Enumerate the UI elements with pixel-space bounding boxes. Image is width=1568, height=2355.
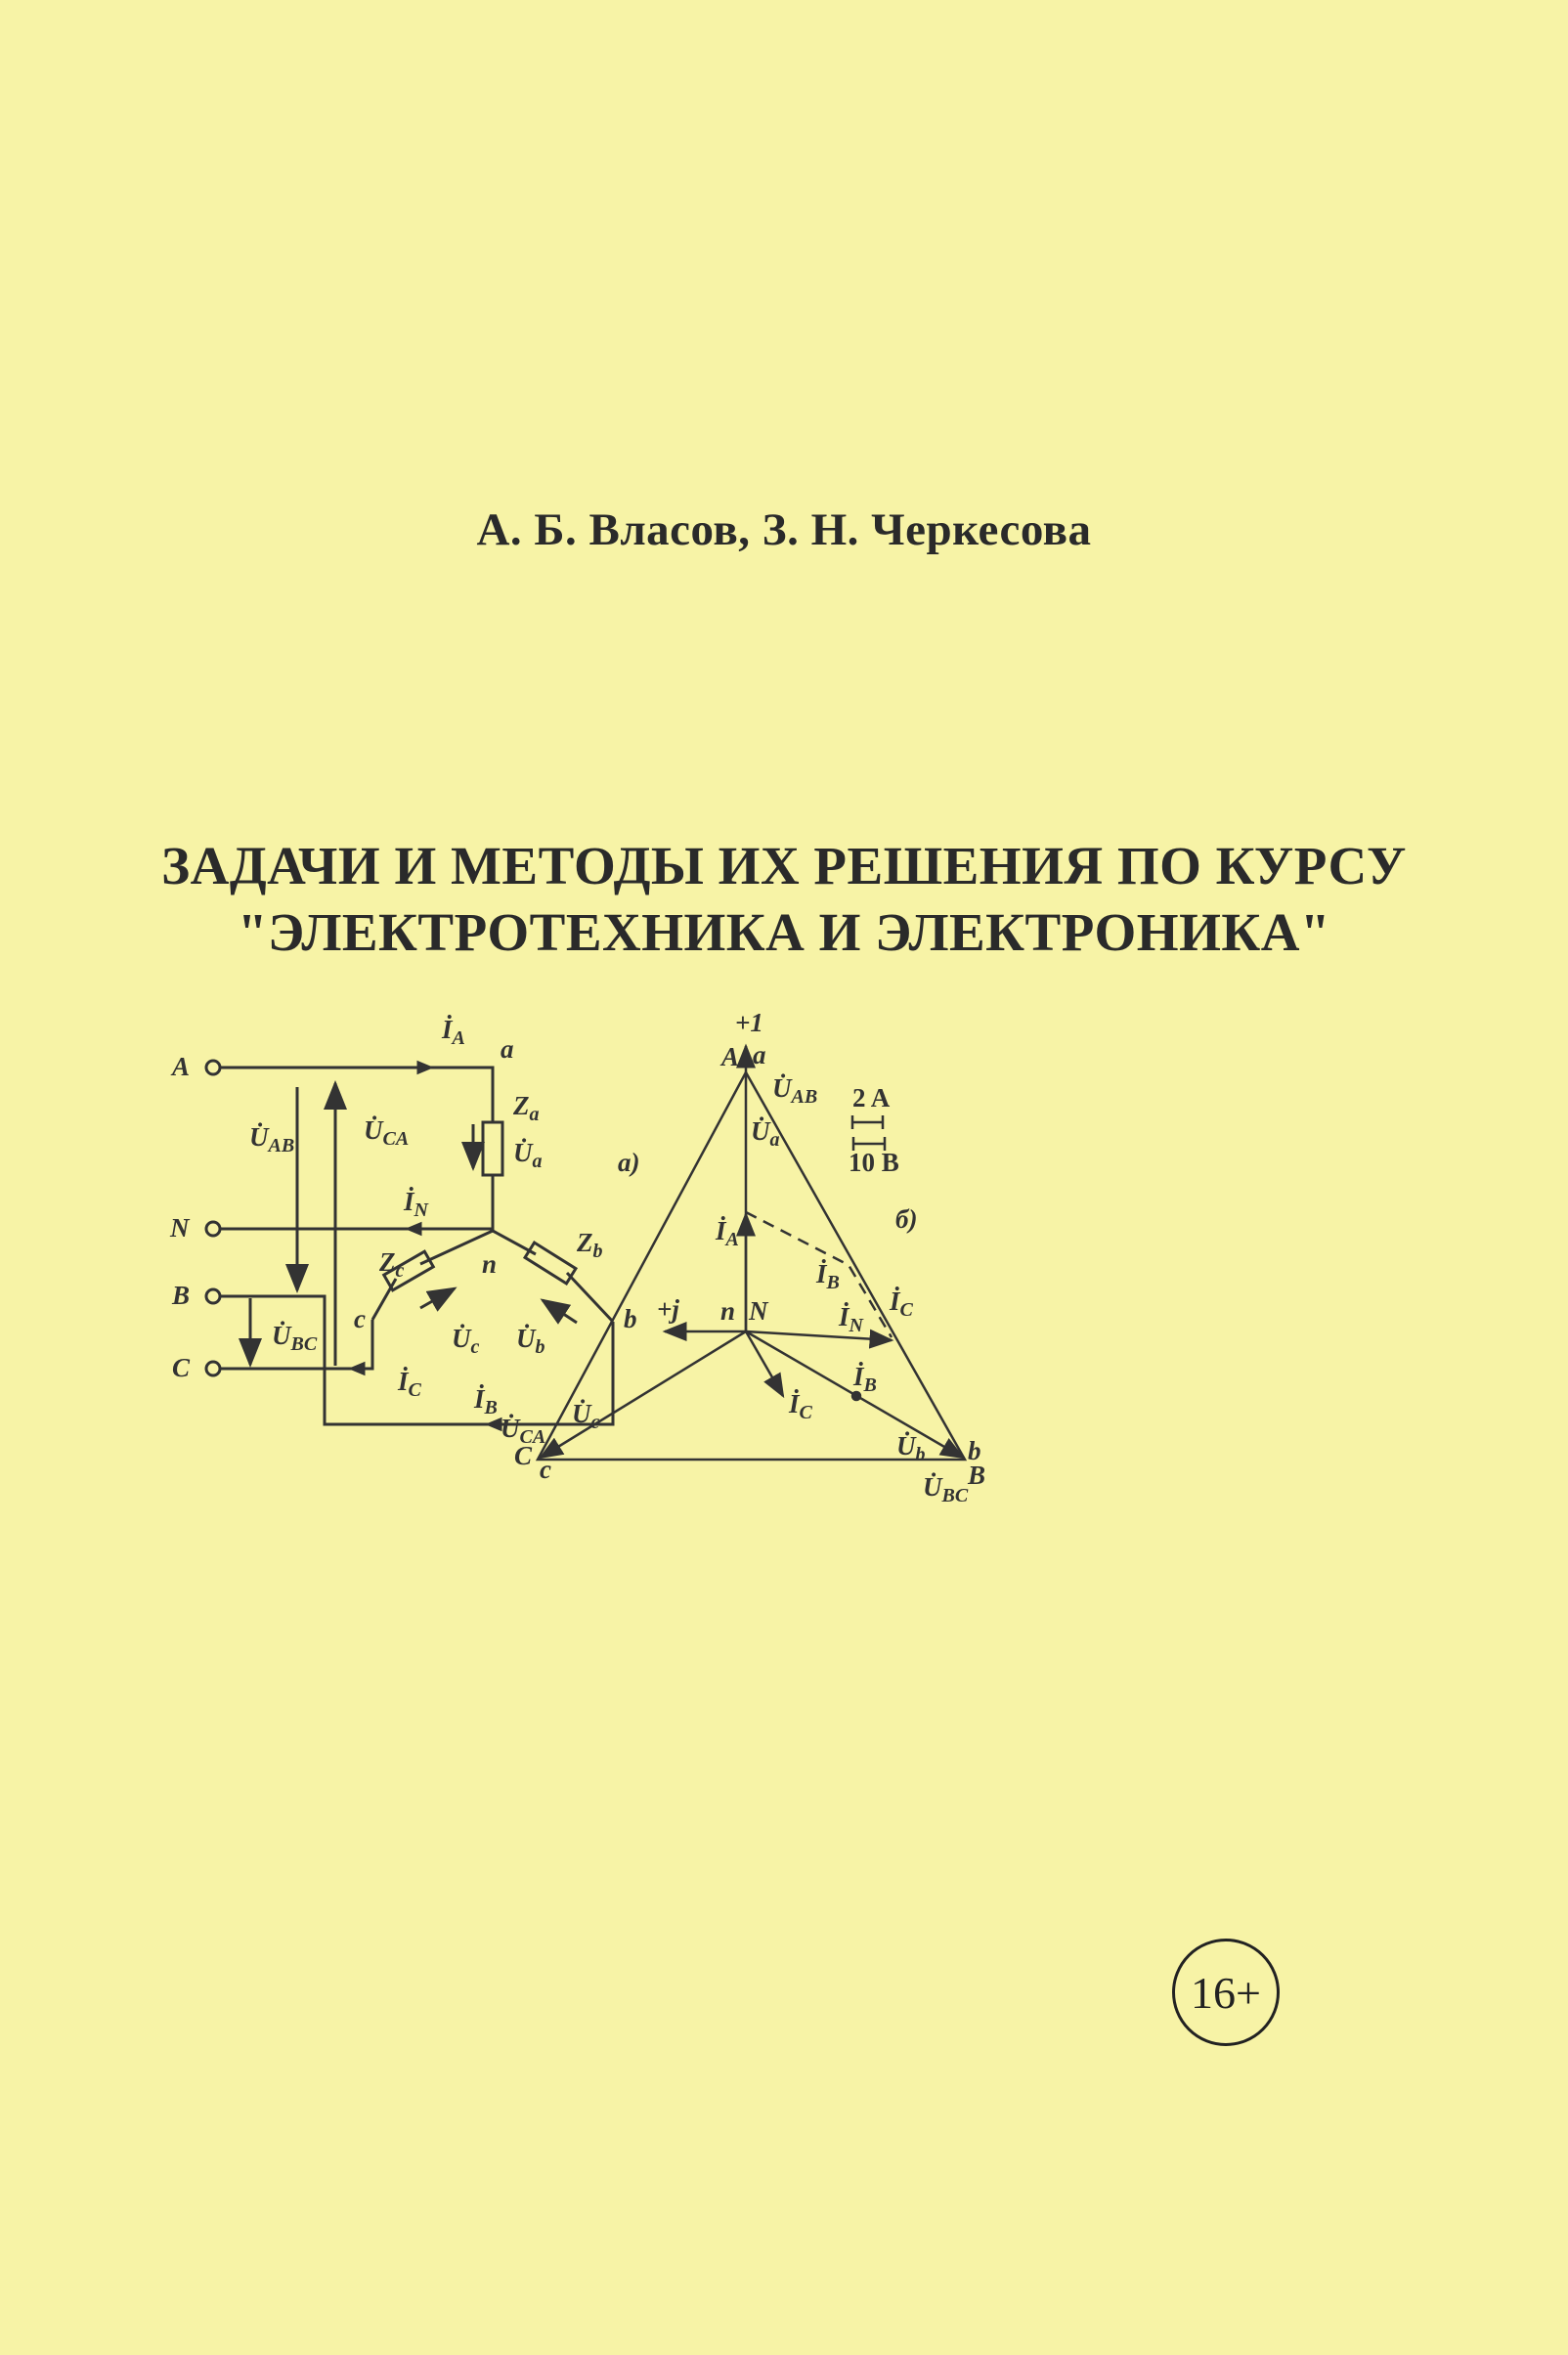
- circuit-label: b: [624, 1304, 637, 1333]
- circuit-label: $Z_c$: [379, 1247, 405, 1282]
- resistor-zb: [525, 1243, 576, 1284]
- terminal-n: [206, 1222, 220, 1236]
- phasor-label: $İ_B$: [816, 1259, 840, 1293]
- circuit-label: $İ_N$: [404, 1187, 428, 1221]
- title-line-2: "ЭЛЕКТРОТЕХНИКА И ЭЛЕКТРОНИКА": [237, 902, 1330, 962]
- phasor-label: +j: [657, 1294, 679, 1324]
- phasor-label: c: [540, 1455, 551, 1484]
- phasor-label: n: [720, 1296, 736, 1326]
- circuit-label: $U̇_{AB}$: [249, 1122, 295, 1156]
- phasor-label: $İ_N$: [839, 1302, 863, 1336]
- scale-voltage-label: 10 B: [849, 1148, 899, 1177]
- phasor-label: $İ_C$: [890, 1287, 913, 1321]
- phasor-label: a: [753, 1040, 766, 1069]
- phasor-label: N: [749, 1296, 768, 1326]
- terminal-c: [206, 1362, 220, 1375]
- phasor-label: A: [721, 1042, 740, 1071]
- terminal-a: [206, 1061, 220, 1074]
- scale-current-label: 2 A: [852, 1083, 891, 1112]
- circuit-label: $İ_B$: [474, 1384, 498, 1418]
- resistor-za: [483, 1122, 502, 1175]
- terminal-b: [206, 1289, 220, 1303]
- circuit-label: a: [501, 1034, 514, 1064]
- phasor-label: +1: [735, 1008, 763, 1037]
- phasor-label: $U̇_c$: [572, 1399, 600, 1433]
- age-rating-badge: 16+: [1172, 1939, 1280, 2046]
- circuit-label: N: [170, 1213, 190, 1243]
- circuit-label: c: [354, 1304, 366, 1333]
- circuit-label: $U̇_{CA}$: [364, 1115, 410, 1150]
- circuit-label: C: [172, 1353, 191, 1382]
- circuit-label: $U̇_a$: [513, 1138, 543, 1172]
- phasor-label: $U̇_{CA}$: [501, 1414, 546, 1448]
- wire-b: [220, 1296, 613, 1424]
- circuit-label: $U̇_c$: [452, 1324, 480, 1358]
- arrow-ia: [418, 1063, 430, 1072]
- dot-ib: [852, 1392, 860, 1400]
- phasor-label: $U̇_b$: [896, 1431, 926, 1465]
- phasor-label: $İ_C$: [789, 1389, 812, 1423]
- phasor-label: $U̇_a$: [751, 1116, 780, 1151]
- circuit-label: $Z_a$: [513, 1091, 540, 1125]
- circuit-label: а): [618, 1148, 640, 1177]
- phasor-in: [746, 1331, 892, 1340]
- phasor-label: $İ_B$: [853, 1362, 877, 1396]
- circuit-label: $Z_b$: [577, 1228, 603, 1262]
- phasor-label: $U̇_{BC}$: [923, 1472, 969, 1506]
- scale-bar-current: [852, 1115, 883, 1129]
- circuit-diagram: [206, 1061, 613, 1429]
- circuit-label: $U̇_{BC}$: [272, 1321, 318, 1355]
- phasor-label: $U̇_{AB}$: [772, 1073, 818, 1108]
- arrow-in: [409, 1224, 420, 1234]
- circuit-label: $İ_A$: [442, 1015, 465, 1049]
- circuit-label: n: [482, 1249, 498, 1279]
- arrow-ub: [543, 1300, 577, 1323]
- phasor-label: C: [514, 1441, 533, 1470]
- title-line-1: ЗАДАЧИ И МЕТОДЫ ИХ РЕШЕНИЯ ПО КУРСУ: [161, 836, 1407, 895]
- phasor-label: B: [968, 1461, 986, 1490]
- phasor-label: б): [895, 1204, 918, 1234]
- authors: А. Б. Власов, З. Н. Черкесова: [476, 504, 1092, 555]
- circuit-label: A: [172, 1052, 191, 1081]
- phasor-label: $İ_A$: [716, 1216, 739, 1250]
- phasor-label: b: [968, 1436, 981, 1465]
- circuit-label: B: [172, 1281, 191, 1310]
- circuit-label: $İ_C$: [398, 1367, 421, 1401]
- circuit-label: $U̇_b$: [516, 1324, 545, 1358]
- arrow-uc: [420, 1288, 455, 1308]
